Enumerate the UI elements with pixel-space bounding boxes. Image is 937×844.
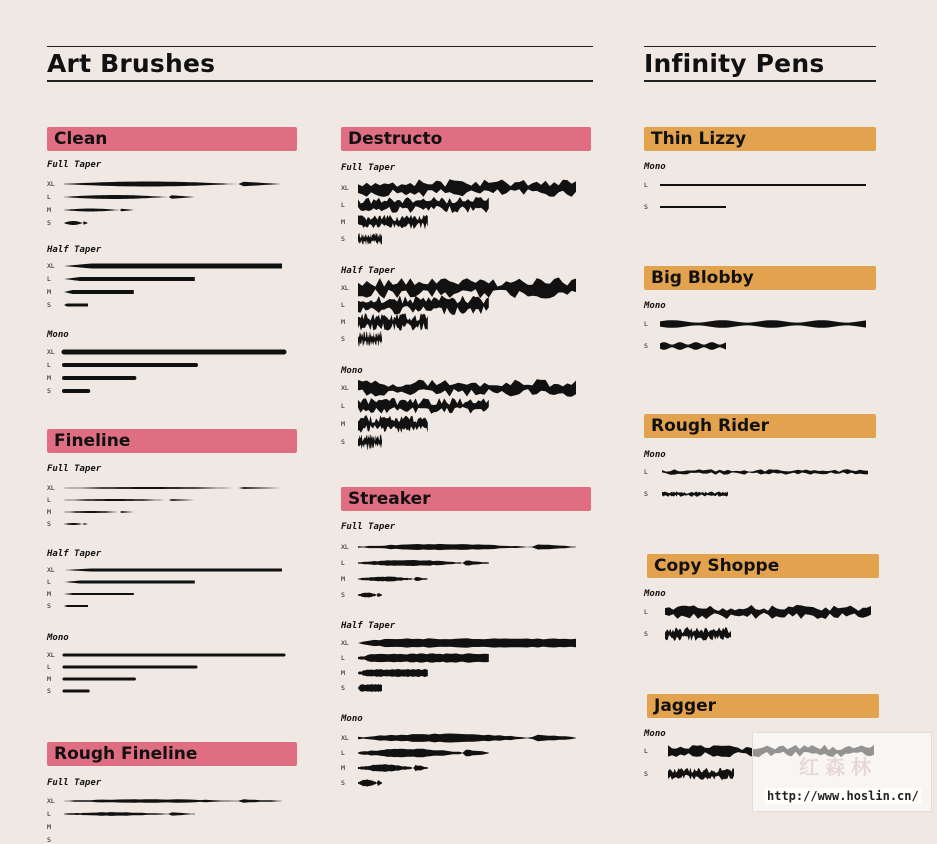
size-label: L: [47, 578, 51, 586]
size-label: M: [341, 575, 345, 583]
pen-stroke: [662, 469, 868, 474]
brush-stroke: [64, 581, 195, 584]
size-label: M: [47, 590, 51, 598]
pen-stroke: [665, 627, 731, 641]
brush-stroke: [64, 304, 88, 307]
size-label: M: [341, 669, 345, 677]
brush-stroke: [358, 749, 489, 758]
brush-stroke: [64, 277, 195, 281]
sample-group-title: Full Taper: [47, 778, 102, 788]
sample-group-title: Mono: [47, 633, 69, 643]
sample-group-title: Half Taper: [47, 549, 102, 559]
size-label: L: [47, 193, 51, 201]
brush-name: Destructo: [348, 129, 443, 149]
pen-stroke: [660, 184, 866, 186]
size-label: S: [341, 591, 345, 599]
size-label: S: [644, 630, 648, 638]
size-label: S: [47, 301, 51, 309]
size-label: L: [341, 654, 345, 662]
watermark: [752, 732, 932, 812]
brush-stroke: [64, 221, 88, 225]
pen-name: Jagger: [654, 696, 717, 716]
size-label: XL: [47, 180, 55, 188]
sample-group-title: Mono: [644, 729, 666, 739]
size-label: M: [341, 764, 345, 772]
brush-stroke: [358, 593, 382, 598]
pen-stroke: [668, 768, 734, 781]
pen-stroke: [662, 491, 728, 496]
size-label: S: [644, 770, 648, 778]
size-label: L: [47, 275, 51, 283]
brush-stroke: [358, 415, 428, 433]
pen-stroke: [660, 342, 726, 350]
size-label: XL: [341, 384, 349, 392]
pen-name: Big Blobby: [651, 268, 754, 288]
size-label: L: [341, 201, 345, 209]
size-label: S: [47, 219, 51, 227]
size-label: S: [47, 687, 51, 695]
size-label: L: [644, 468, 648, 476]
brush-stroke: [64, 799, 282, 803]
brush-stroke: [64, 487, 282, 489]
size-label: XL: [47, 484, 55, 492]
brush-stroke: [358, 313, 428, 331]
brush-stroke: [358, 638, 576, 647]
size-label: S: [644, 490, 648, 498]
infinity-pens-heading: Infinity Pens: [644, 49, 825, 78]
sample-group-title: Full Taper: [47, 160, 102, 170]
brush-stroke: [358, 215, 428, 229]
sample-group-title: Mono: [644, 450, 666, 460]
brush-name: Rough Fineline: [54, 744, 198, 764]
pen-stroke: [660, 206, 726, 208]
size-label: XL: [341, 734, 349, 742]
brush-stroke: [358, 179, 576, 197]
brush-stroke: [64, 523, 88, 525]
size-label: S: [341, 235, 345, 243]
size-label: L: [47, 663, 51, 671]
brush-stroke: [358, 233, 382, 245]
sample-group-title: Half Taper: [341, 621, 396, 631]
size-label: L: [341, 749, 345, 757]
size-label: S: [341, 438, 345, 446]
sample-group-title: Half Taper: [341, 266, 396, 276]
brush-stroke: [358, 684, 382, 692]
sample-group-title: Mono: [341, 714, 363, 724]
size-label: M: [341, 218, 345, 226]
brush-stroke: [358, 277, 576, 298]
size-label: M: [341, 420, 345, 428]
brush-stroke: [358, 653, 489, 662]
brush-stroke: [358, 197, 489, 213]
brush-stroke: [358, 669, 428, 677]
brush-stroke: [358, 331, 382, 347]
size-label: XL: [47, 797, 55, 805]
brush-stroke: [358, 764, 428, 772]
pen-stroke: [665, 605, 871, 619]
brush-stroke: [64, 195, 195, 199]
size-label: L: [644, 181, 648, 189]
sample-group-title: Full Taper: [47, 464, 102, 474]
size-label: S: [644, 203, 648, 211]
brush-stroke: [358, 379, 576, 397]
brush-stroke: [64, 499, 195, 501]
size-label: S: [341, 684, 345, 692]
sample-group-title: Mono: [644, 589, 666, 599]
size-label: S: [47, 836, 51, 844]
size-label: M: [47, 206, 51, 214]
brush-stroke: [64, 605, 88, 607]
size-label: S: [47, 602, 51, 610]
brush-stroke: [64, 812, 195, 816]
size-label: M: [47, 288, 51, 296]
size-label: L: [341, 402, 345, 410]
size-label: S: [644, 342, 648, 350]
size-label: L: [47, 361, 51, 369]
brush-stroke: [64, 209, 134, 212]
brush-stroke: [358, 398, 489, 414]
size-label: M: [47, 374, 51, 382]
size-label: XL: [47, 566, 55, 574]
watermark-url: http://www.hoslin.cn/: [767, 789, 919, 803]
brush-stroke: [64, 290, 134, 294]
size-label: M: [341, 318, 345, 326]
brush-stroke: [358, 434, 382, 450]
pen-name: Copy Shoppe: [654, 556, 780, 576]
sample-group-title: Mono: [341, 366, 363, 376]
sample-group-title: Mono: [47, 330, 69, 340]
brush-name: Clean: [54, 129, 108, 149]
brush-stroke: [64, 593, 134, 595]
size-label: S: [47, 520, 51, 528]
size-label: L: [341, 559, 345, 567]
size-label: XL: [47, 651, 55, 659]
sample-group-title: Mono: [644, 162, 666, 172]
size-label: L: [47, 496, 51, 504]
size-label: L: [47, 810, 51, 818]
pen-stroke: [660, 320, 866, 328]
pen-name: Thin Lizzy: [651, 129, 747, 149]
brush-stroke: [64, 182, 282, 187]
sample-group-title: Full Taper: [341, 163, 396, 173]
size-label: M: [47, 823, 51, 831]
size-label: L: [341, 301, 345, 309]
brush-stroke: [358, 295, 489, 315]
sample-group-title: Half Taper: [47, 245, 102, 255]
brush-stroke: [64, 511, 134, 513]
brush-stroke: [358, 544, 576, 550]
brush-stroke: [64, 264, 282, 269]
brush-stroke: [358, 734, 576, 743]
pen-name: Rough Rider: [651, 416, 770, 436]
size-label: XL: [341, 184, 349, 192]
size-label: M: [47, 508, 51, 516]
brush-name: Streaker: [348, 489, 431, 509]
size-label: L: [644, 608, 648, 616]
size-label: XL: [47, 348, 55, 356]
brush-name: Fineline: [54, 431, 131, 451]
size-label: XL: [341, 284, 349, 292]
sample-group-title: Mono: [644, 301, 666, 311]
watermark-logo-text: 红森林: [799, 755, 877, 779]
size-label: M: [47, 675, 51, 683]
art-brushes-heading: Art Brushes: [47, 49, 216, 78]
brush-stroke: [64, 569, 282, 572]
brush-stroke: [358, 779, 382, 787]
brush-stroke: [358, 577, 428, 582]
size-label: S: [47, 387, 51, 395]
sample-group-title: Full Taper: [341, 522, 396, 532]
size-label: L: [644, 747, 648, 755]
brush-stroke: [358, 560, 489, 566]
size-label: XL: [341, 639, 349, 647]
size-label: XL: [341, 543, 349, 551]
size-label: S: [341, 779, 345, 787]
size-label: S: [341, 335, 345, 343]
size-label: XL: [47, 262, 55, 270]
size-label: L: [644, 320, 648, 328]
